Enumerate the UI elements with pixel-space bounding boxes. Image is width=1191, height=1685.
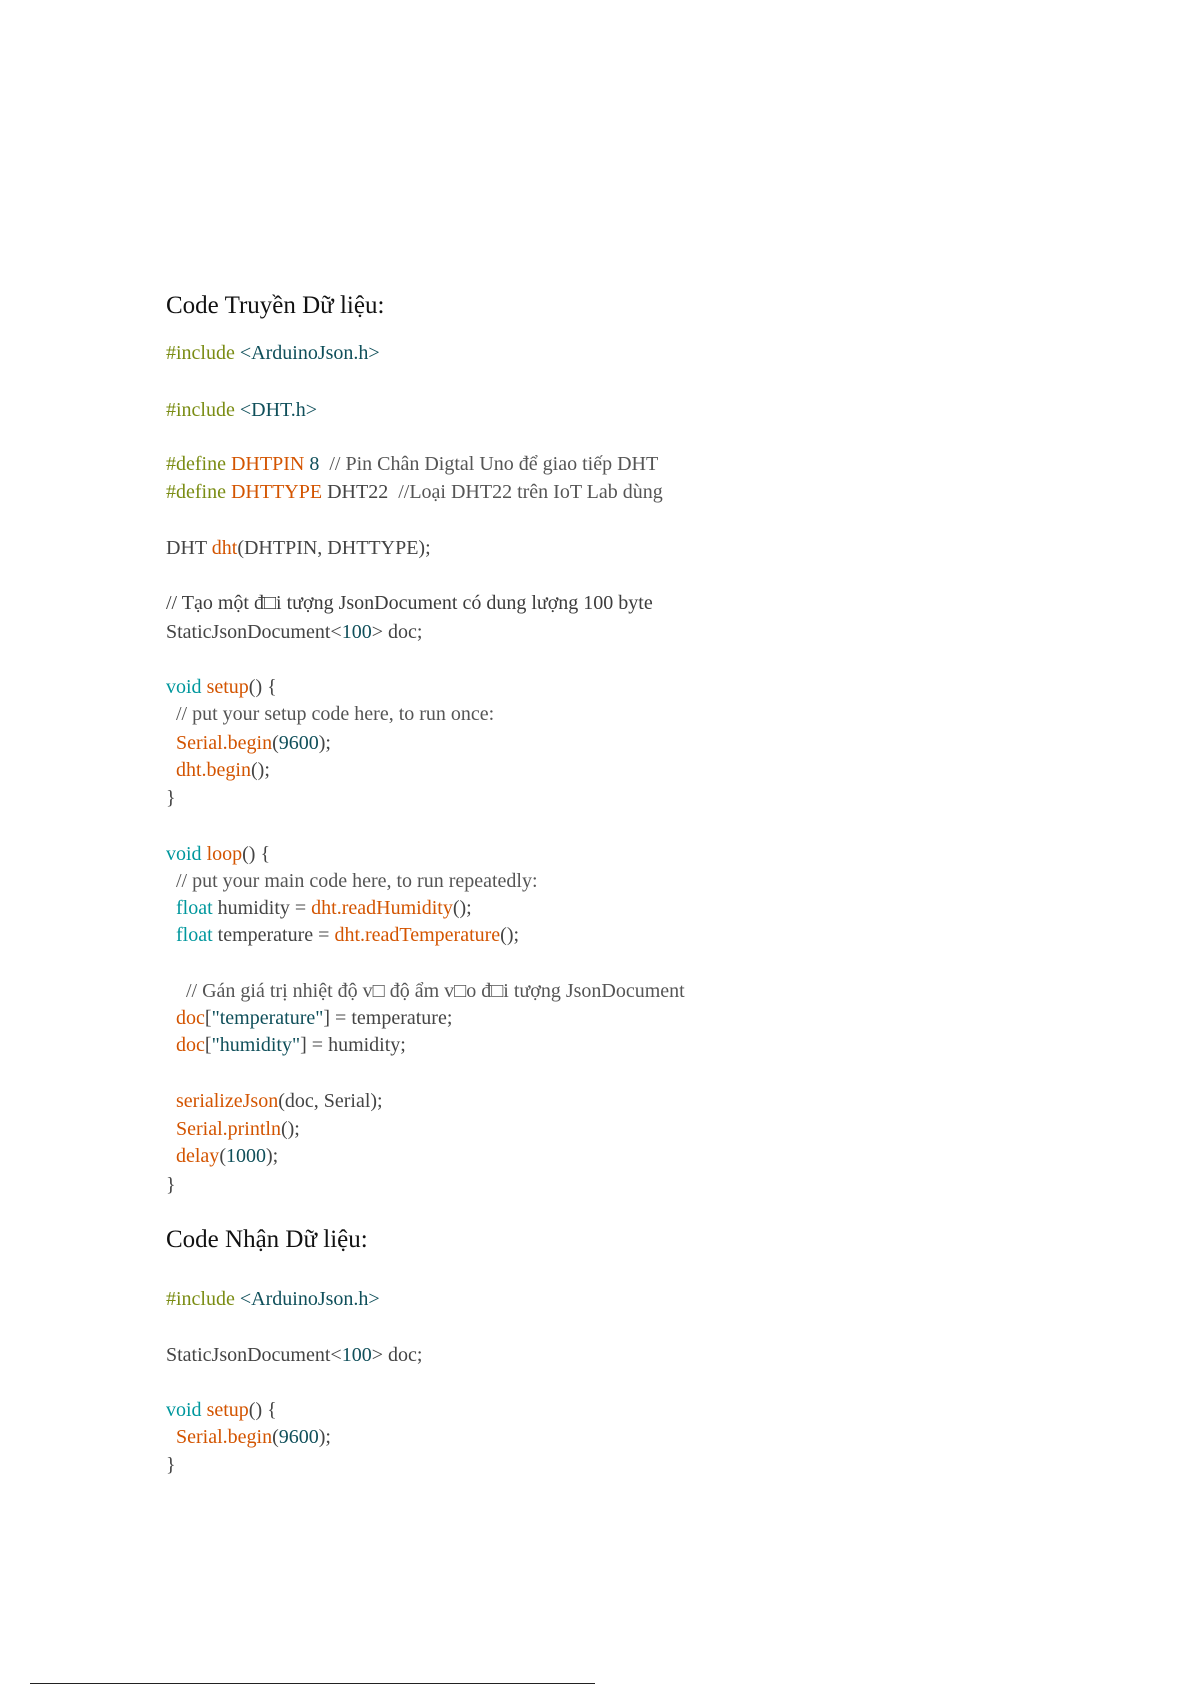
code-line-doc-temperature [166,1006,452,1030]
code-token: loop [201,843,243,865]
code-token: ); [318,1426,331,1448]
code-token: (); [280,1118,300,1140]
code-line-setup-signature-2 [166,1398,277,1422]
code-token: [ [204,1034,212,1056]
code-line-read-humidity [166,896,472,920]
code-token: temperature = [212,924,335,946]
code-token: <ArduinoJson.h> [234,342,380,364]
code-token: StaticJsonDocument< [166,1344,342,1366]
code-token: ( [272,732,279,754]
code-token: dht.readHumidity [311,897,453,919]
code-token: setup [201,676,249,698]
code-token: doc [166,1007,205,1029]
code-token: 9600 [278,1426,319,1448]
code-token: DHTTYPE [225,481,323,503]
code-line-serial-begin-2 [166,1425,331,1449]
code-line-include-dht [166,398,317,422]
code-token: ] = temperature; [323,1007,453,1029]
section-heading-receive: Code Nhận Dữ liệu: [166,1226,368,1253]
code-token: StaticJsonDocument< [166,621,342,643]
code-comment-create-doc: // Tạo một đ□i tượng JsonDocument có dung lượng 100 byte [166,592,653,614]
code-token: float [166,897,213,919]
code-token: ); [265,1145,279,1167]
code-token: (); [452,897,472,919]
code-token: (); [251,759,270,781]
code-comment: //Loại DHT22 trên IoT Lab dùng [388,481,663,503]
code-token: #include [166,1288,235,1310]
code-token: ] = humidity; [300,1034,406,1056]
code-line-doc-declaration [166,620,422,644]
code-token: #define [166,481,226,503]
code-line-setup-close-2: } [166,1454,176,1476]
footer-divider [30,1683,595,1684]
code-token: [ [204,1007,212,1029]
code-token: dht.begin [166,759,251,781]
code-token: ); [318,732,331,754]
code-token: () { [242,843,271,865]
code-token: void [166,1399,202,1421]
code-token: 100 [341,621,372,643]
code-line-dht-begin [166,758,270,782]
code-token: DHT22 [322,481,389,503]
code-token: 9600 [278,732,319,754]
code-token: doc [166,1034,205,1056]
code-token: <DHT.h> [234,399,318,421]
code-token: float [166,924,213,946]
code-token: 1000 [225,1145,266,1167]
code-token: Serial.begin [166,1426,273,1448]
code-token: > doc; [371,621,423,643]
code-token: 100 [341,1344,372,1366]
code-line-setup-signature [166,675,277,699]
code-line-include-arduinojson [166,341,380,365]
code-comment-assign: // Gán giá trị nhiệt độ v□ độ ẩm v□o đ□i tượng JsonDocument [166,980,685,1002]
code-line-loop-signature [166,842,270,866]
code-line-define-dhtpin [166,452,658,476]
code-token: DHTPIN [225,453,305,475]
code-line-setup-close: } [166,787,176,809]
code-token: setup [201,1399,249,1421]
code-comment-loop: // put your main code here, to run repeatedly: [166,870,538,892]
code-token: dht.readTemperature [334,924,501,946]
code-token: Serial.println [166,1118,281,1140]
code-token: > doc; [371,1344,423,1366]
code-line-loop-close: } [166,1174,176,1196]
code-token: ( [272,1426,279,1448]
code-token: #include [166,342,235,364]
code-comment: // Pin Chân Digtal Uno để giao tiếp DHT [319,453,659,475]
code-token: (doc, Serial); [278,1090,383,1112]
code-line-doc-humidity [166,1033,406,1057]
section-heading-transmit: Code Truyền Dữ liệu: [166,292,385,319]
code-token: DHT [166,537,212,559]
code-line-delay [166,1144,278,1168]
code-line-dht-declaration [166,536,431,560]
code-token: ( [219,1145,226,1167]
code-token: 8 [304,453,320,475]
code-token: humidity = [212,897,312,919]
code-line-serialize-json [166,1089,383,1113]
code-token: () { [248,1399,277,1421]
code-token: (); [500,924,520,946]
code-token: delay [166,1145,220,1167]
code-token: dht [211,537,238,559]
code-token: <ArduinoJson.h> [234,1288,380,1310]
code-token: () { [248,676,277,698]
code-line-serial-begin [166,731,331,755]
code-line-serial-println [166,1117,300,1141]
code-token: "temperature" [211,1007,324,1029]
code-token: serializeJson [166,1090,279,1112]
code-token: (DHTPIN, DHTTYPE); [237,537,431,559]
code-token: Serial.begin [166,732,273,754]
code-token: "humidity" [211,1034,301,1056]
code-token: #define [166,453,226,475]
code-token: #include [166,399,235,421]
code-line-doc-declaration-2 [166,1343,422,1367]
code-line-define-dhttype [166,480,663,504]
code-line-include-arduinojson-2 [166,1287,380,1311]
code-comment-setup: // put your setup code here, to run once: [166,703,495,725]
code-token: void [166,676,202,698]
code-line-read-temperature [166,923,519,947]
code-token: void [166,843,202,865]
